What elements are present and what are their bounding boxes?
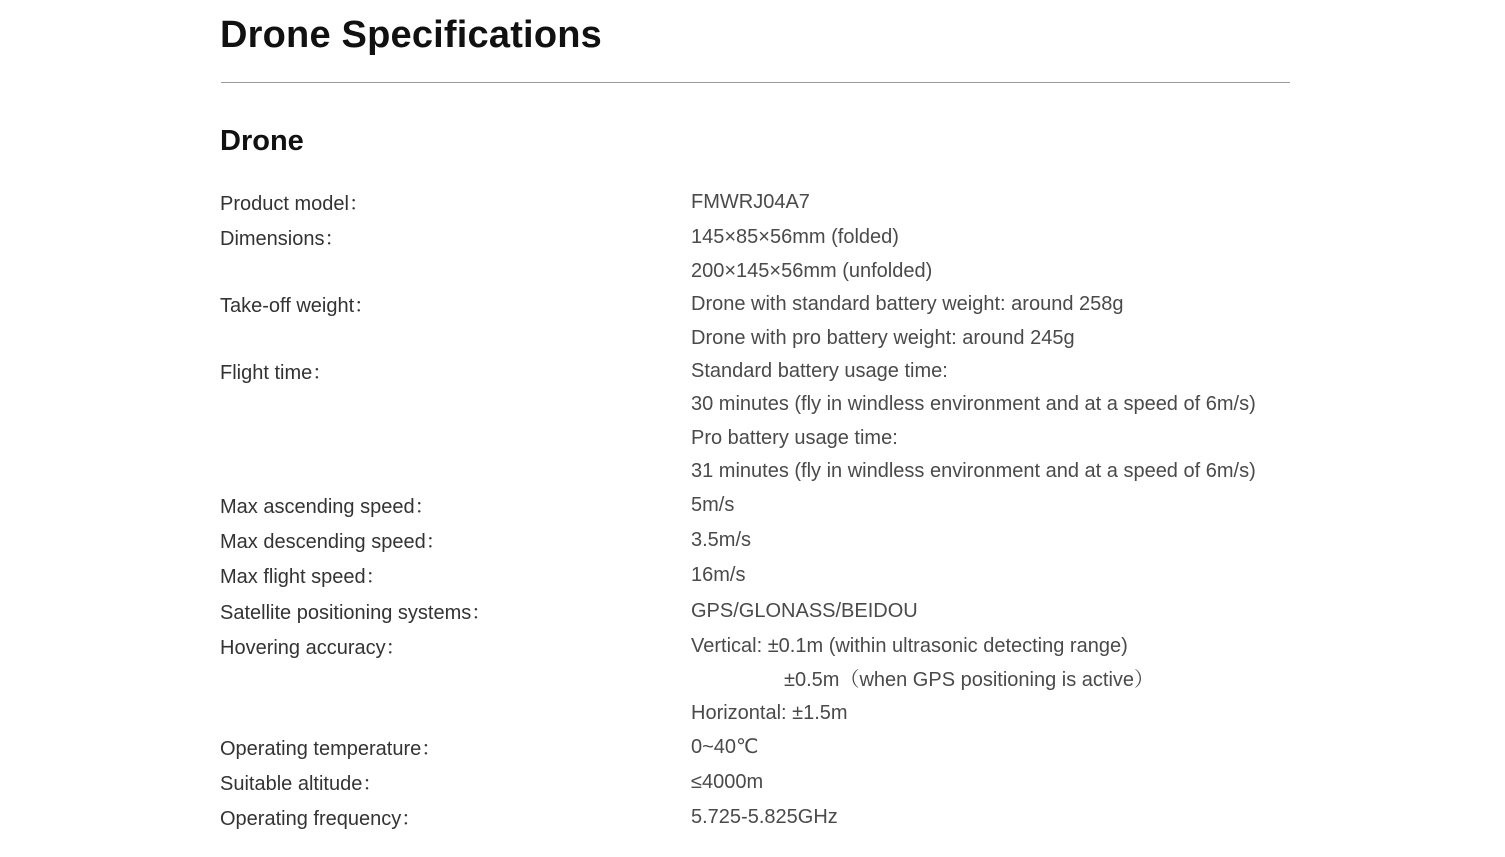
spec-values — [691, 766, 1300, 799]
spec-value: Vertical: ±0.1m (within ultrasonic detecting range) — [691, 635, 1128, 658]
spec-value: 0~40℃ — [691, 735, 759, 758]
spec-values — [691, 186, 1300, 219]
spec-row-max-ascending-speed — [220, 489, 1300, 524]
spec-row-flight-time — [220, 355, 1300, 489]
spec-values — [691, 630, 1300, 730]
spec-value: FMWRJ04A7 — [691, 191, 810, 213]
spec-values — [691, 731, 1300, 764]
spec-value: ≤4000m — [691, 770, 764, 793]
spec-values — [691, 288, 1300, 355]
spec-value: 16m/s — [691, 564, 746, 587]
section-title: Drone — [220, 125, 304, 157]
spec-label: Take-off weight： — [220, 295, 375, 318]
spec-row-suitable-altitude — [220, 766, 1300, 801]
spec-row-product-model — [220, 186, 1300, 221]
spec-row-operating-temperature — [220, 731, 1300, 766]
spec-value: 3.5m/s — [691, 529, 752, 552]
spec-label: Hovering accuracy： — [220, 637, 406, 660]
spec-value: 31 minutes (fly in windless environment and at a speed of 6m/s) — [691, 460, 1256, 483]
spec-values — [691, 355, 1300, 489]
spec-values — [691, 221, 1300, 288]
spec-value: Pro battery usage time: — [691, 426, 898, 449]
spec-value: Horizontal: ±1.5m — [691, 702, 848, 725]
spec-values — [691, 524, 1300, 557]
spec-value: 5.725-5.825GHz — [691, 806, 838, 829]
spec-value: 30 minutes (fly in windless environment and at a speed of 6m/s) — [691, 393, 1256, 416]
spec-value: Drone with standard battery weight: around 258g — [691, 293, 1124, 316]
spec-value: 145×85×56mm (folded) — [691, 226, 899, 249]
page-title: Drone Specifications — [220, 14, 602, 56]
spec-value: Drone with pro battery weight: around 245g — [691, 326, 1075, 349]
spec-label: Suitable altitude： — [220, 772, 383, 795]
spec-value: GPS/GLONASS/BEIDOU — [691, 599, 918, 622]
spec-row-operating-frequency — [220, 801, 1300, 836]
spec-row-take-off-weight — [220, 288, 1300, 355]
spec-label: Product model： — [220, 193, 369, 215]
spec-row-max-flight-speed — [220, 559, 1300, 594]
spec-value: 5m/s — [691, 493, 735, 516]
spec-values — [691, 489, 1300, 522]
spec-values — [691, 559, 1300, 592]
spec-row-hovering-accuracy — [220, 630, 1300, 730]
spec-label: Operating temperature： — [220, 737, 442, 760]
title-divider — [221, 82, 1290, 83]
spec-row-satellite-positioning — [220, 595, 1300, 630]
spec-label: Max flight speed： — [220, 566, 386, 589]
spec-label: Flight time： — [220, 362, 333, 385]
spec-label: Dimensions： — [220, 228, 345, 251]
spec-label: Max descending speed： — [220, 531, 446, 554]
spec-label: Max ascending speed： — [220, 495, 435, 518]
spec-row-dimensions — [220, 221, 1300, 288]
spec-value: ±0.5m（when GPS positioning is active） — [784, 668, 1155, 691]
spec-value: 200×145×56mm (unfolded) — [691, 259, 933, 282]
spec-values — [691, 595, 1300, 628]
spec-label: Operating frequency： — [220, 808, 422, 831]
spec-value: Standard battery usage time: — [691, 360, 948, 383]
spec-list — [220, 186, 1300, 837]
spec-label: Satellite positioning systems： — [220, 601, 492, 624]
spec-values — [691, 801, 1300, 834]
spec-row-max-descending-speed — [220, 524, 1300, 559]
